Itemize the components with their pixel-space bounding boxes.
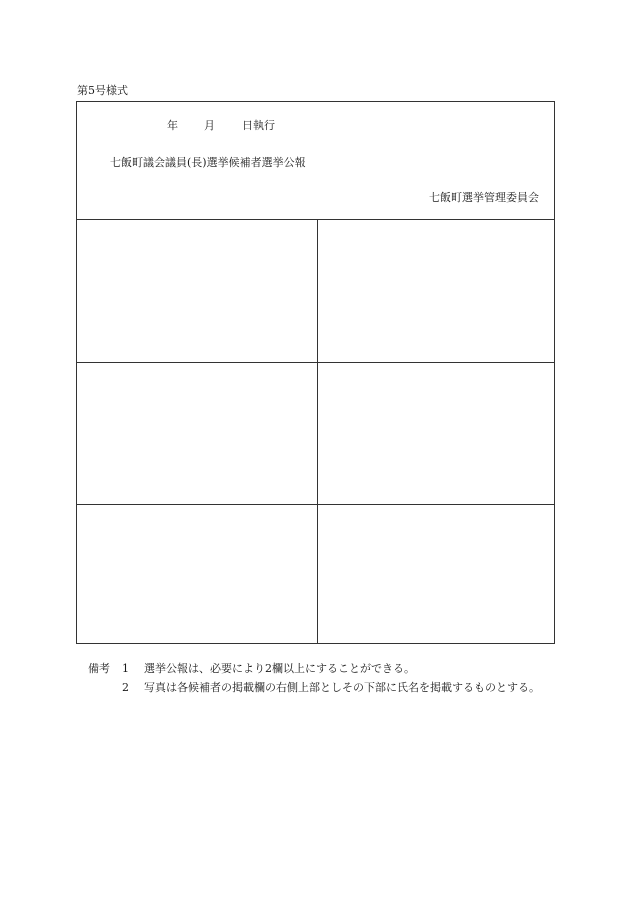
remark-text: 写真は各候補者の掲載欄の右側上部としその下部に氏名を掲載するものとする。: [144, 681, 540, 694]
candidate-cell: [77, 504, 317, 643]
candidate-cell: [77, 362, 317, 504]
remark-number: 2: [122, 681, 129, 694]
candidate-cell: [317, 219, 554, 362]
candidate-grid: [77, 219, 554, 643]
year-label: 年: [167, 119, 178, 132]
month-label: 月: [204, 119, 215, 132]
remark-text: 選挙公報は、必要により2欄以上にすることができる。: [144, 662, 415, 675]
document-title: 七飯町議会議員(長)選挙候補者選挙公報: [110, 156, 306, 169]
election-bulletin-form: [76, 101, 555, 644]
remark-number: 1: [122, 662, 129, 675]
remarks-label: 備考: [88, 662, 110, 675]
candidate-cell: [317, 504, 554, 643]
candidate-cell: [317, 362, 554, 504]
form-number: 第5号様式: [77, 84, 128, 97]
execution-date-line: [167, 119, 275, 133]
remark-item: [88, 659, 558, 678]
day-label: 日執行: [242, 119, 275, 132]
issuer-name: 七飯町選挙管理委員会: [429, 191, 539, 204]
remarks-section: [88, 659, 558, 697]
candidate-cell: [77, 219, 317, 362]
remark-item: [88, 678, 558, 697]
form-header: [77, 102, 554, 220]
